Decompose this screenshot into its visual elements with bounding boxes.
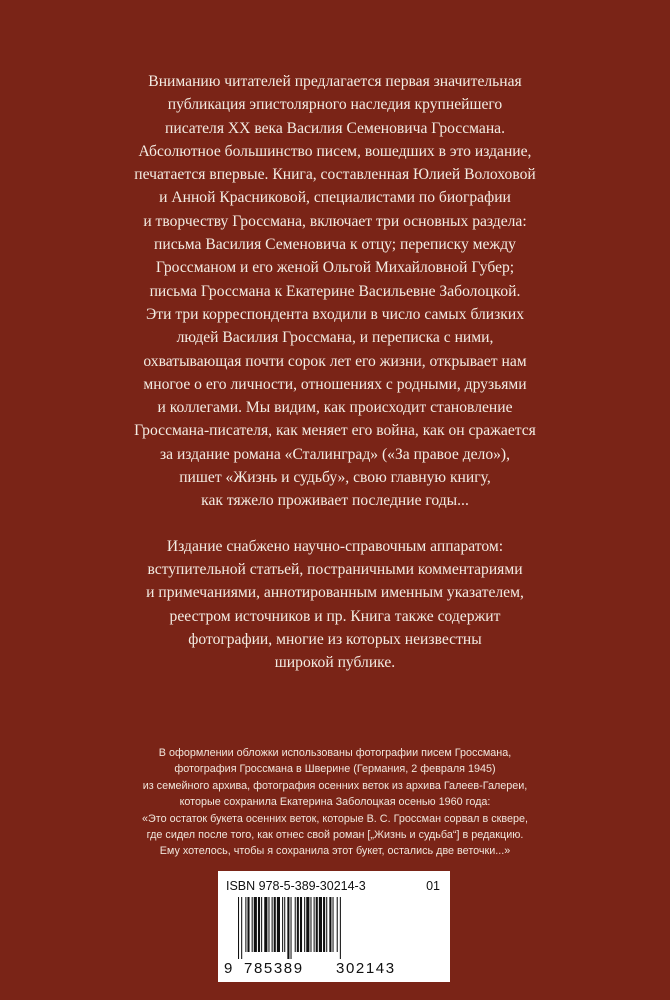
barcode-bar xyxy=(316,897,318,952)
annotation-text xyxy=(70,70,600,674)
text-line: и творчеству Гроссмана, включает три основных раздела: xyxy=(143,212,527,230)
barcode-bar xyxy=(306,897,309,952)
credits-paragraph xyxy=(60,745,610,860)
text-line: публикация эпистолярного наследия крупнейшего xyxy=(167,96,503,114)
barcode-bar xyxy=(282,897,283,952)
credits-line: из семейного архива, фотография осенних веток из архива Галеев-Галереи, xyxy=(142,779,528,792)
text-line: охватывающая почти сорок лет его жизни, открывает нам xyxy=(143,352,527,370)
credits-line: В оформлении обложки использованы фотографии писем Гроссмана, xyxy=(158,747,512,759)
barcode-bar xyxy=(287,897,289,959)
text-line: писателя XX века Василия Семеновича Гроссмана. xyxy=(165,119,505,137)
cover-credits xyxy=(60,745,610,860)
credits-line: где сидел после того, как отнес свой роман [„Жизнь и судьба“] в редакцию. xyxy=(146,829,524,842)
credits-line: фотография Гроссмана в Шверине (Германия, 2 февраля 1945) xyxy=(174,763,496,776)
barcode-bar xyxy=(241,897,242,959)
barcode-bar xyxy=(277,897,280,952)
isbn-number: ISBN 978-5-389-30214-3 xyxy=(226,879,366,893)
barcode-bar xyxy=(333,897,334,952)
barcode-bar xyxy=(284,897,285,952)
barcode-bar xyxy=(247,897,249,952)
barcode-bar xyxy=(297,897,299,952)
annotation-paragraph-2 xyxy=(70,535,600,675)
isbn-addon: 01 xyxy=(426,879,440,893)
text-line: Издание снабжено научно-справочным аппаратом: xyxy=(166,537,504,555)
barcode-bar xyxy=(291,897,292,959)
text-line: печатается впервые. Книга, составленная Юлией Волоховой xyxy=(134,166,536,184)
barcode-bar xyxy=(245,897,246,952)
barcode-digit-first: 9 xyxy=(224,960,234,977)
text-line: Гроссмана-писателя, как меняет его война, как он сражается xyxy=(134,422,536,440)
barcode-bar xyxy=(326,897,327,952)
barcode-digits-right: 302143 xyxy=(336,960,396,977)
text-line: фотографии, многие из которых неизвестны xyxy=(188,630,482,648)
text-line: Гроссманом и его женой Ольгой Михайловной Губер; xyxy=(155,259,515,277)
text-line: пишет «Жизнь и судьбу», свою главную книгу, xyxy=(179,469,491,487)
text-line: и коллегами. Мы видим, как происходит становление xyxy=(157,399,513,417)
text-line: многое о его личности, отношениях с родными, друзьями xyxy=(143,375,527,393)
text-line: и Анной Красниковой, специалистами по биографии xyxy=(159,189,511,207)
text-line: реестром источников и пр. Книга также содержит xyxy=(169,607,501,625)
barcode-bar xyxy=(258,897,260,952)
barcode-bar xyxy=(319,897,322,952)
barcode-bar xyxy=(264,897,267,952)
barcode-bar xyxy=(314,897,315,952)
barcode-bar xyxy=(304,897,305,952)
barcode-bar xyxy=(300,897,302,952)
text-line: и примечаниями, аннотированным именным указателем, xyxy=(146,584,524,602)
barcode-digits-left: 785389 xyxy=(244,960,304,977)
barcode-bars xyxy=(224,897,444,959)
barcode-bar xyxy=(329,897,331,952)
barcode-bar xyxy=(340,897,341,959)
barcode-bar xyxy=(252,897,253,952)
text-line: людей Василия Гроссмана, и переписка с ними, xyxy=(176,329,494,347)
barcode-bar xyxy=(337,897,338,952)
text-line: письма Василия Семеновича к отцу; переписку между xyxy=(154,236,516,254)
barcode-bar xyxy=(295,897,296,952)
barcode-bar xyxy=(272,897,273,952)
isbn-barcode xyxy=(218,871,450,982)
credits-line: которые сохранила Екатерина Заболоцкая осенью 1960 года: xyxy=(179,796,491,809)
isbn-line xyxy=(226,879,442,893)
barcode-bar xyxy=(238,897,239,959)
credits-line: Ему хотелось, чтобы я сохранила этот букет, остались две веточки...» xyxy=(159,845,511,858)
barcode-bar xyxy=(310,897,311,952)
barcode-bar xyxy=(274,897,276,952)
text-line: вступительной статьей, постраничными комментариями xyxy=(147,560,523,578)
text-line: как тяжело проживает последние годы... xyxy=(201,492,469,510)
annotation-paragraph-1 xyxy=(70,70,600,513)
text-line: Вниманию читателей предлагается первая значительная xyxy=(148,73,522,90)
text-line: за издание романа «Сталинград» («За правое дело»), xyxy=(159,445,511,463)
text-line: Эти три корреспондента входили в число самых близких xyxy=(145,305,524,323)
barcode-bar xyxy=(323,897,325,952)
credits-line: «Это остаток букета осенних веток, которые В. С. Гроссман сорвал в сквере, xyxy=(142,812,528,825)
text-line: письма Гроссмана к Екатерине Васильевне Заболоцкой. xyxy=(149,282,521,300)
text-line: широкой публике. xyxy=(274,654,396,672)
barcode-bar xyxy=(254,897,257,952)
text-line: Абсолютное большинство писем, вошедших в это издание, xyxy=(138,142,532,160)
barcode-bar xyxy=(268,897,269,952)
barcode-bar xyxy=(261,897,262,952)
